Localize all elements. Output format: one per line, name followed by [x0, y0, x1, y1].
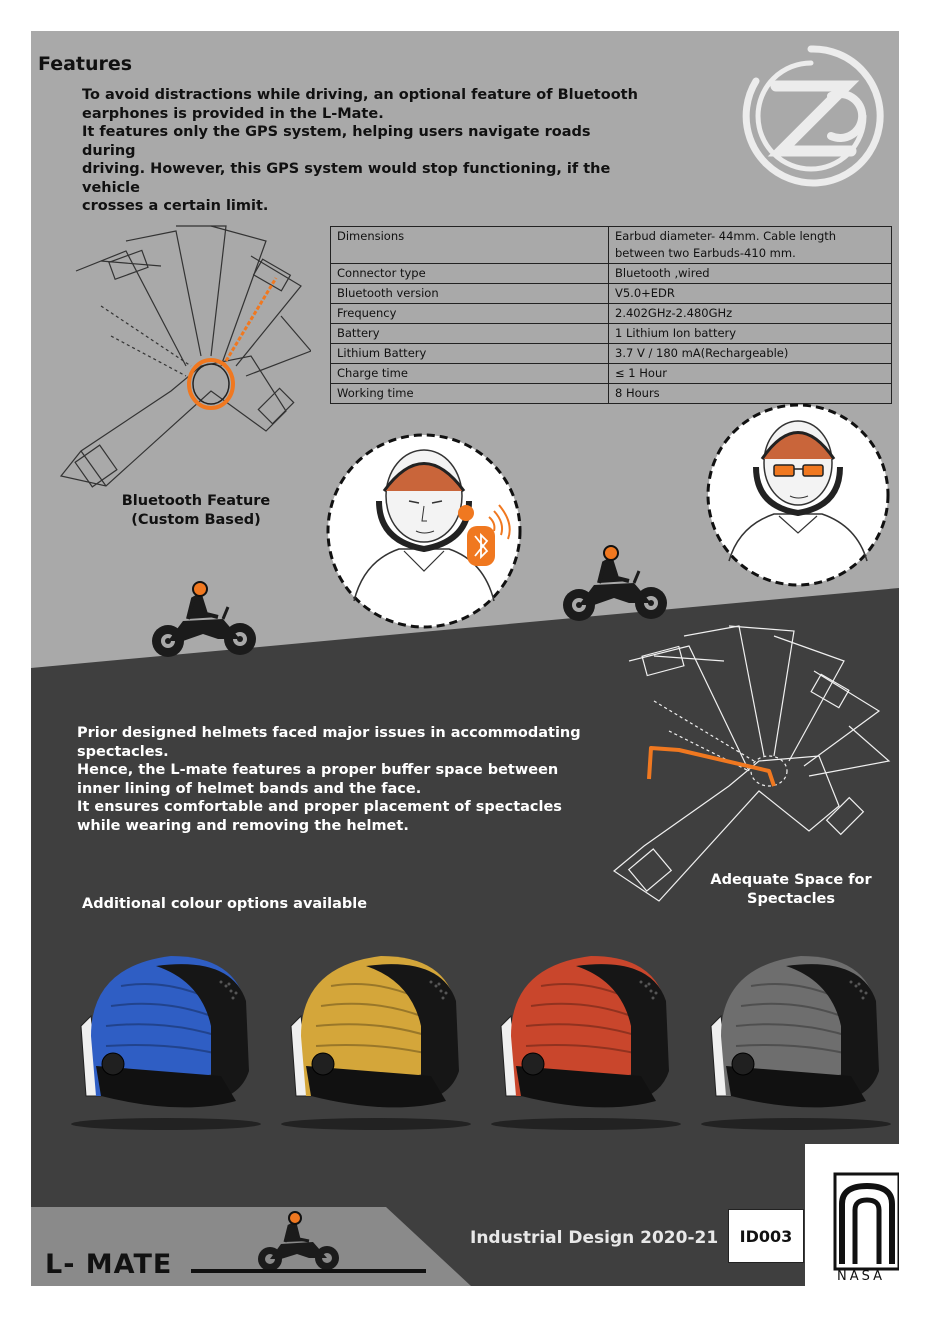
spectacles-line: It ensures comfortable and proper placement of spectacles [77, 799, 562, 815]
spec-label: Frequency [331, 304, 609, 324]
helmet-yellow [281, 956, 471, 1130]
bluetooth-caption-line: (Custom Based) [131, 512, 261, 528]
intro-line: It features only the GPS system, helping users navigate roads during [82, 124, 591, 159]
emblem-logo [736, 41, 886, 191]
bluetooth-portrait [324, 431, 524, 631]
spectacles-line: while wearing and removing the helmet. [77, 817, 409, 834]
spectacles-line: inner lining of helmet bands and the face. [77, 780, 422, 797]
spec-value-line: Earbud diameter- 44mm. Cable length [615, 229, 837, 243]
nasa-arch-logo [805, 1144, 899, 1286]
spec-value: V5.0+EDR [609, 284, 892, 304]
intro-line: earphones is provided in the L-Mate. [82, 105, 384, 122]
spec-label: Charge time [331, 364, 609, 384]
features-heading: Features [38, 53, 133, 75]
spec-label: Working time [331, 384, 609, 404]
motorcycle-rider-icon [253, 1211, 343, 1273]
helmet-colour-options [51, 946, 891, 1136]
spectacles-helmet-sketch [609, 621, 894, 911]
spectacles-portrait [704, 401, 892, 589]
spec-value-line: between two Earbuds-410 mm. [615, 246, 796, 260]
brand-logo: L- MATE [45, 1249, 173, 1280]
institute-name: NASA [837, 1269, 886, 1284]
adequate-caption-line: Spectacles [747, 891, 835, 907]
spec-value: 8 Hours [609, 384, 892, 404]
spec-value: 2.402GHz-2.480GHz [609, 304, 892, 324]
table-row [331, 344, 892, 364]
spec-table [330, 226, 892, 404]
poster-board [31, 31, 899, 1286]
features-intro [82, 86, 642, 216]
table-row [331, 364, 892, 384]
bluetooth-caption-line: Bluetooth Feature [121, 493, 271, 509]
table-row [331, 227, 892, 264]
project-id: ID003 [728, 1209, 804, 1263]
table-row [331, 264, 892, 284]
helmet-grey [701, 956, 891, 1130]
brand-underline [191, 1269, 431, 1275]
motorcycle-rider-icon [559, 543, 671, 625]
bluetooth-helmet-sketch [51, 216, 311, 506]
adequate-space-caption [696, 871, 886, 909]
adequate-caption-line: Adequate Space for [710, 872, 872, 888]
spec-value: 1 Lithium Ion battery [609, 324, 892, 344]
spec-value: Bluetooth ,wired [609, 264, 892, 284]
course-title: Industrial Design 2020-21 [470, 1228, 719, 1248]
intro-line: To avoid distractions while driving, an optional feature of Bluetooth [82, 87, 638, 103]
bluetooth-caption [121, 492, 271, 530]
spectacles-line: spectacles. [77, 743, 169, 760]
spec-label: Battery [331, 324, 609, 344]
colour-options-caption: Additional colour options available [82, 896, 368, 912]
intro-line: crosses a certain limit. [82, 198, 269, 214]
table-row [331, 324, 892, 344]
spec-value [609, 227, 892, 264]
spec-value: ≤ 1 Hour [609, 364, 892, 384]
spec-value: 3.7 V / 180 mA(Rechargeable) [609, 344, 892, 364]
spec-label: Dimensions [331, 227, 609, 264]
helmet-red [491, 956, 681, 1130]
spec-label: Lithium Battery [331, 344, 609, 364]
spectacles-line: Hence, the L-mate features a proper buffer space between [77, 762, 559, 778]
spectacles-line: Prior designed helmets faced major issues in accommodating [77, 725, 581, 741]
table-row [331, 284, 892, 304]
motorcycle-rider-icon [148, 579, 260, 661]
spec-label: Bluetooth version [331, 284, 609, 304]
spectacles-description [77, 724, 597, 835]
table-row [331, 304, 892, 324]
helmet-colour-row [51, 946, 891, 1136]
intro-line: driving. However, this GPS system would stop functioning, if the vehicle [82, 161, 611, 196]
spec-label: Connector type [331, 264, 609, 284]
helmet-blue [71, 956, 261, 1130]
